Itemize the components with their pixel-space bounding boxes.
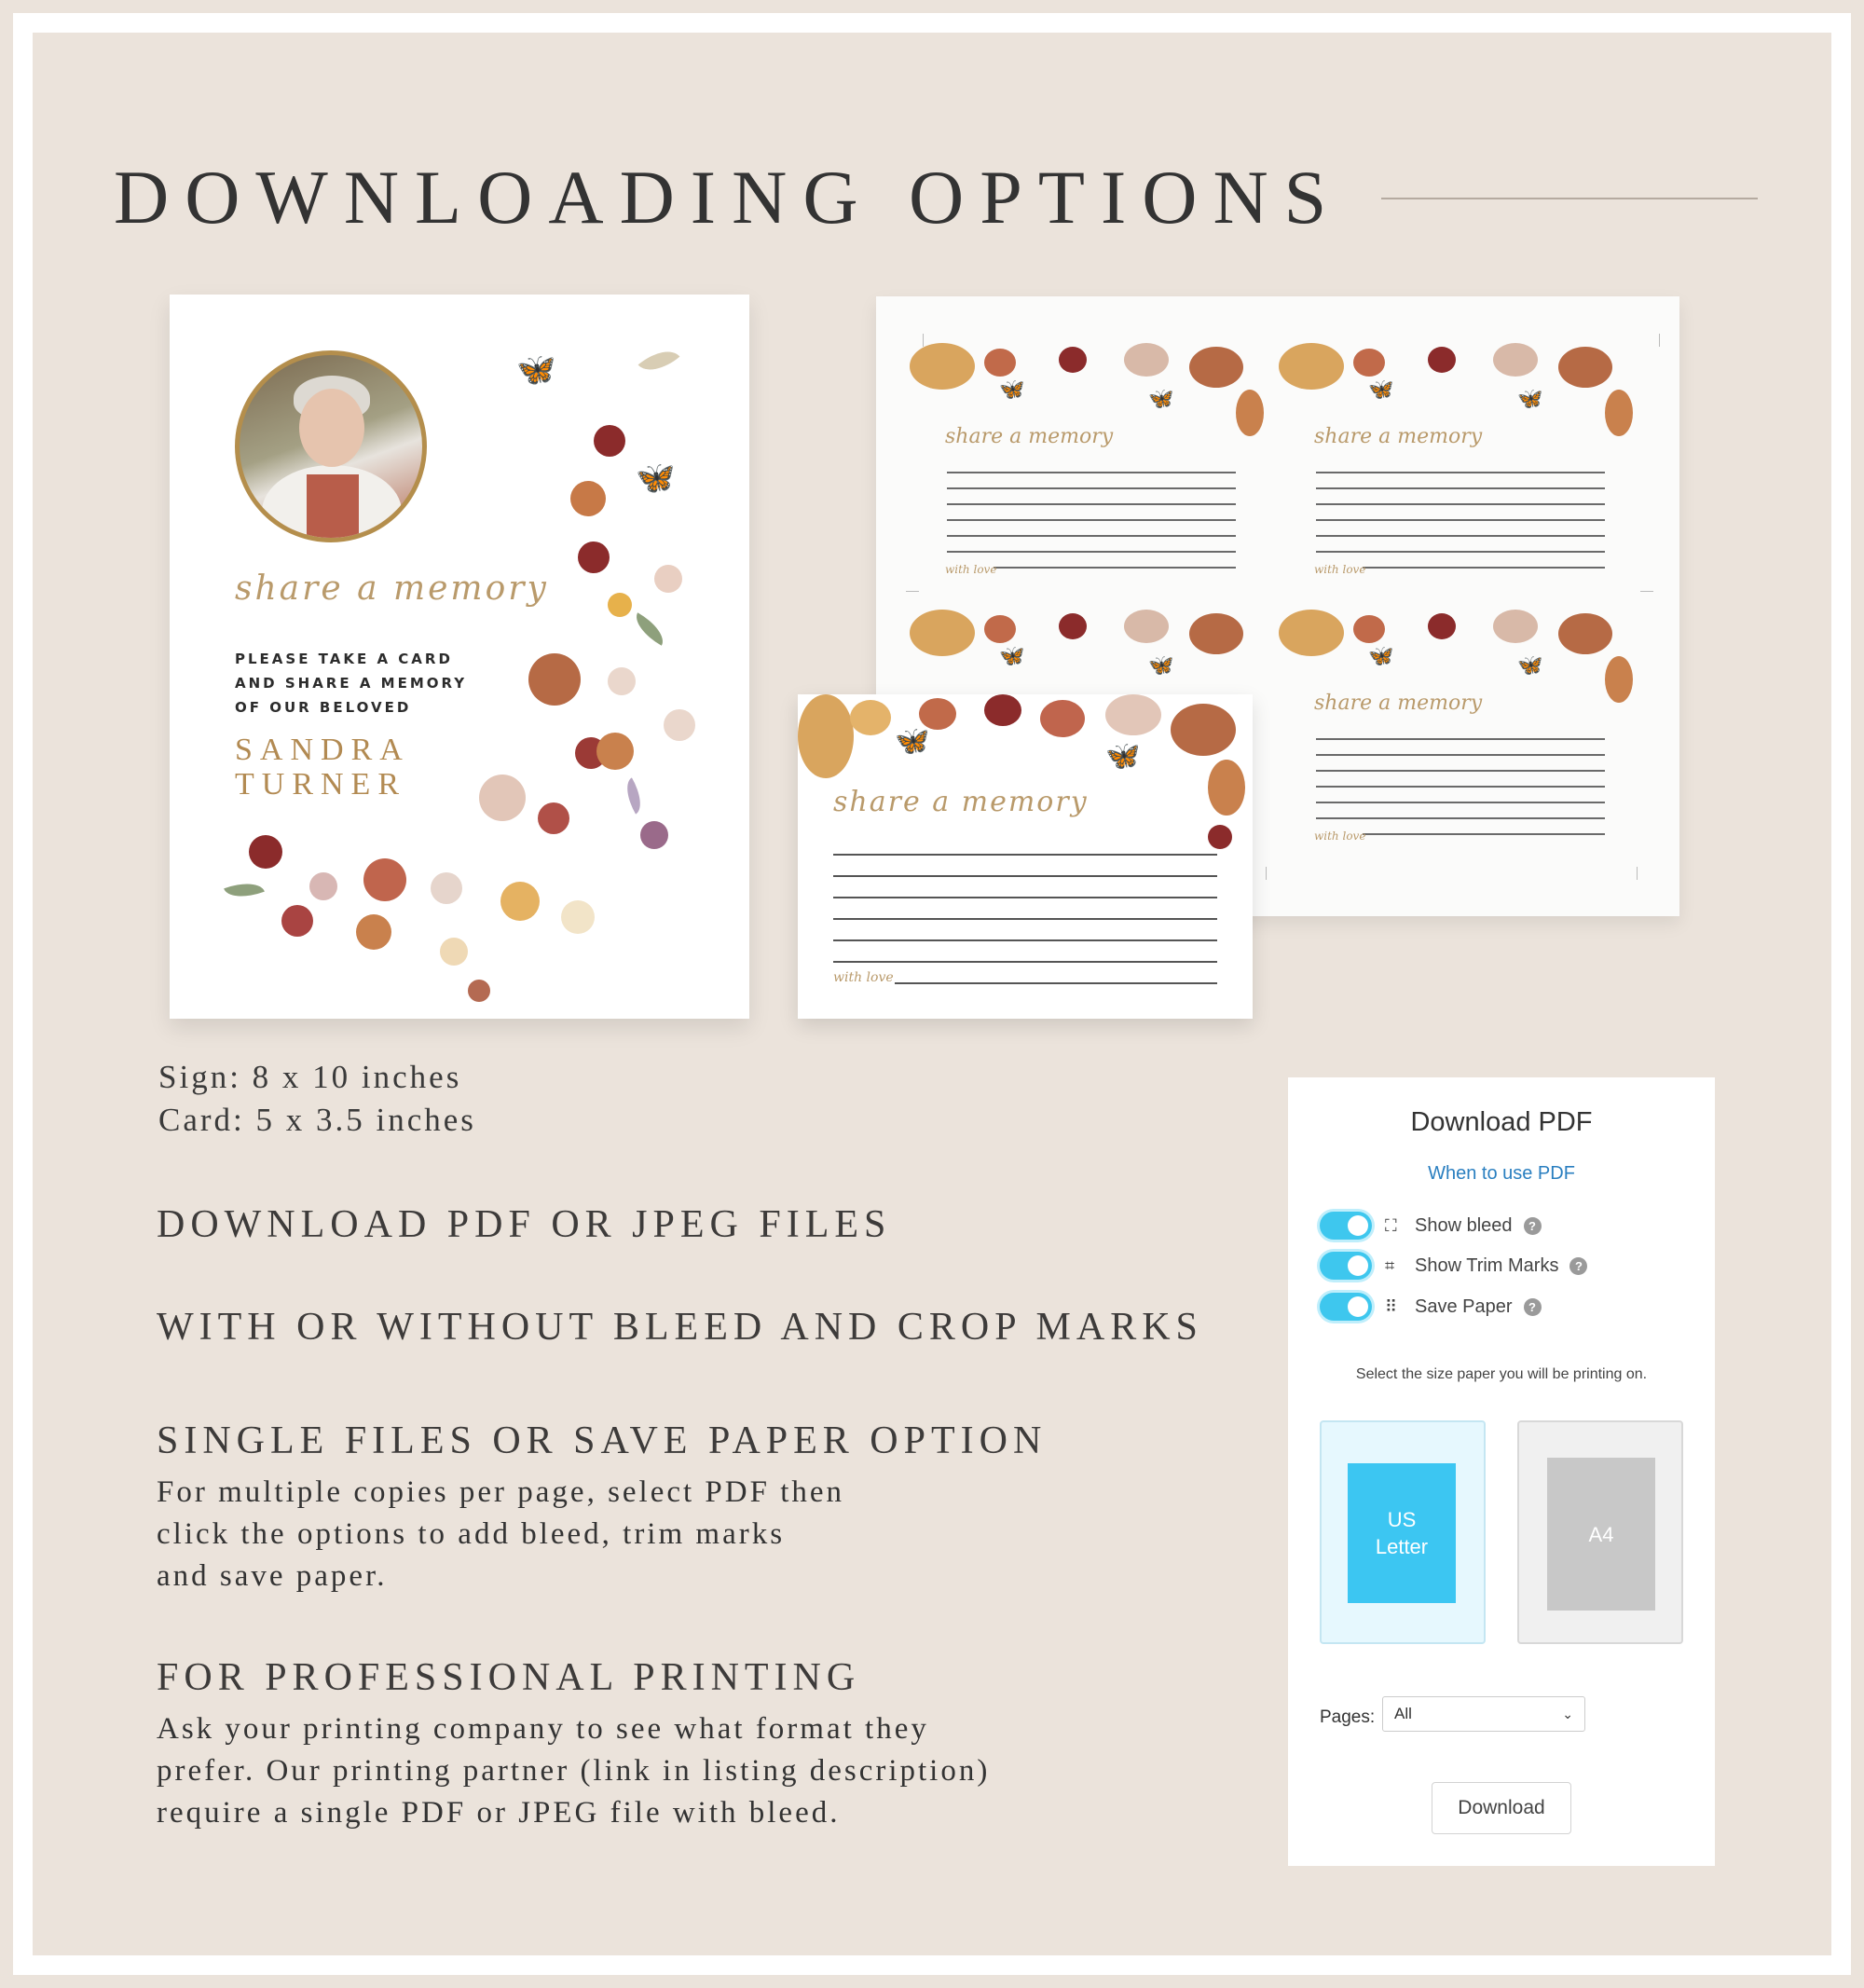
- flower-icon: [468, 980, 490, 1002]
- leaf-icon: [638, 341, 680, 381]
- show-trim-marks-option: ⌗ Show Trim Marks ?: [1320, 1250, 1587, 1282]
- flower-icon: [608, 667, 636, 695]
- flower-icon: [281, 905, 313, 937]
- flower-icon: [249, 835, 282, 869]
- flower-icon: [578, 542, 610, 573]
- grid-icon: ⠿: [1385, 1296, 1398, 1317]
- butterfly-icon: 🦋: [516, 351, 556, 389]
- flower-icon: [431, 872, 462, 904]
- download-pdf-panel: [1288, 1077, 1715, 1866]
- show-bleed-option: ⛶ Show bleed ?: [1320, 1210, 1542, 1241]
- flower-icon: [594, 425, 625, 457]
- butterfly-icon: 🦋: [1105, 740, 1141, 773]
- feature-heading-save-paper: SINGLE FILES OR SAVE PAPER OPTION: [157, 1419, 1048, 1462]
- paper-option-a4[interactable]: A4: [1517, 1420, 1683, 1644]
- feature-text-professional: Ask your printing company to see what format they prefer. Our printing partner (link in listing description) require a single PDF or JPEG file with bleed.: [157, 1712, 991, 1830]
- feature-text-save-paper: For multiple copies per page, select PDF then click the options to add bleed, trim marks and save paper.: [157, 1475, 845, 1593]
- portrait-photo: [235, 350, 427, 542]
- butterfly-icon: 🦋: [999, 645, 1025, 668]
- sign-message: PLEASE TAKE A CARD AND SHARE A MEMORY OF OUR BELOVED: [235, 651, 468, 716]
- save-paper-toggle[interactable]: [1320, 1293, 1372, 1321]
- flower-icon: [570, 481, 606, 516]
- flower-icon: [500, 882, 540, 921]
- card-preview: [798, 694, 1253, 1019]
- mini-card: 🦋 🦋 share a memory with love: [1279, 610, 1642, 867]
- leaf-icon: [224, 876, 265, 905]
- flower-icon: [608, 593, 632, 617]
- help-icon[interactable]: ?: [1524, 1298, 1542, 1316]
- butterfly-icon: 🦋: [1148, 388, 1174, 411]
- card-script-heading: share a memory: [833, 786, 1089, 818]
- panel-title: Download PDF: [1410, 1107, 1593, 1137]
- feature-heading-bleed: WITH OR WITHOUT BLEED AND CROP MARKS: [157, 1306, 1203, 1349]
- flower-icon: [640, 821, 668, 849]
- butterfly-icon: 🦋: [1148, 654, 1174, 678]
- card-signoff: with love: [833, 970, 894, 985]
- page-title: DOWNLOADING OPTIONS: [114, 155, 1343, 240]
- butterfly-icon: 🦋: [1368, 378, 1394, 402]
- flower-icon: [528, 653, 581, 706]
- feature-heading-professional: FOR PROFESSIONAL PRINTING: [157, 1656, 861, 1699]
- show-bleed-toggle[interactable]: [1320, 1212, 1372, 1240]
- flower-icon: [538, 802, 569, 834]
- flower-icon: [596, 733, 634, 770]
- title-divider: [1381, 198, 1758, 199]
- pages-label: Pages:: [1320, 1707, 1376, 1727]
- butterfly-icon: 🦋: [895, 725, 930, 758]
- flower-icon: [440, 938, 468, 966]
- sign-script-heading: share a memory: [235, 569, 549, 608]
- trim-marks-icon: ⌗: [1385, 1255, 1395, 1276]
- mini-card: 🦋 🦋 share a memory with love: [1279, 343, 1642, 600]
- help-icon[interactable]: ?: [1569, 1257, 1587, 1275]
- paper-option-us-letter[interactable]: US Letter: [1320, 1420, 1486, 1644]
- flower-icon: [664, 709, 695, 741]
- butterfly-icon: 🦋: [1517, 388, 1543, 411]
- save-paper-option: ⠿ Save Paper ?: [1320, 1291, 1542, 1323]
- butterfly-icon: 🦋: [636, 459, 676, 497]
- flower-icon: [309, 872, 337, 900]
- chevron-down-icon: ⌄: [1562, 1706, 1573, 1721]
- download-button[interactable]: Download: [1432, 1782, 1571, 1834]
- flower-icon: [561, 900, 595, 934]
- flower-icon: [356, 914, 391, 950]
- bleed-icon: ⛶: [1385, 1215, 1397, 1236]
- butterfly-icon: 🦋: [1517, 654, 1543, 678]
- flower-icon: [479, 775, 526, 821]
- dimensions-text: Sign: 8 x 10 inches Card: 5 x 3.5 inches: [158, 1059, 476, 1138]
- flower-icon: [654, 565, 682, 593]
- sign-preview: [170, 295, 749, 1019]
- paper-size-instruction: Select the size paper you will be printing on.: [1355, 1366, 1648, 1382]
- show-trim-marks-toggle[interactable]: [1320, 1252, 1372, 1280]
- leaf-icon: [619, 777, 649, 814]
- butterfly-icon: 🦋: [999, 378, 1025, 402]
- butterfly-icon: 🦋: [1368, 645, 1394, 668]
- flower-icon: [363, 858, 406, 901]
- sign-name: SANDRA TURNER: [235, 733, 410, 802]
- help-icon[interactable]: ?: [1524, 1217, 1542, 1235]
- when-to-use-pdf-link[interactable]: When to use PDF: [1428, 1163, 1575, 1184]
- leaf-icon: [629, 612, 670, 646]
- feature-heading-download: DOWNLOAD PDF OR JPEG FILES: [157, 1203, 892, 1246]
- pages-select[interactable]: All ⌄: [1382, 1696, 1585, 1732]
- mini-card: 🦋 🦋 share a memory with love: [910, 343, 1273, 600]
